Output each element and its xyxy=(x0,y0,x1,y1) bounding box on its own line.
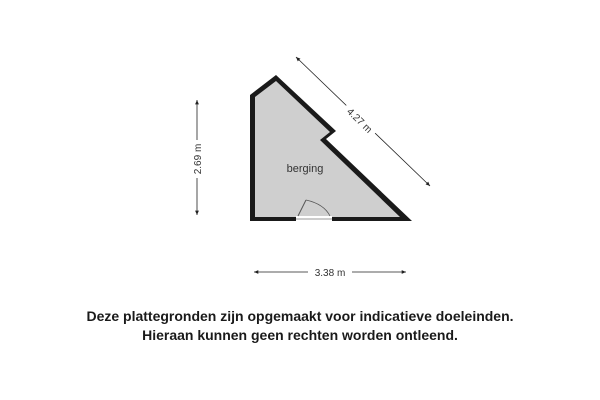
dimension-height xyxy=(189,100,205,215)
dimension-width xyxy=(254,265,406,279)
dimension-width-label: 3.38 m xyxy=(314,268,346,279)
room-floor xyxy=(255,81,400,217)
room-label: berging xyxy=(286,163,324,175)
disclaimer-line-1: Deze plattegronden zijn opgemaakt voor indicatieve doeleinden. xyxy=(86,308,514,324)
dimension-diagonal-label: 4.27 m xyxy=(344,106,374,136)
dimension-height-label: 2.69 m xyxy=(193,143,204,175)
disclaimer-line-2: Hieraan kunnen geen rechten worden ontleend. xyxy=(142,327,458,343)
room-berging xyxy=(250,75,412,222)
